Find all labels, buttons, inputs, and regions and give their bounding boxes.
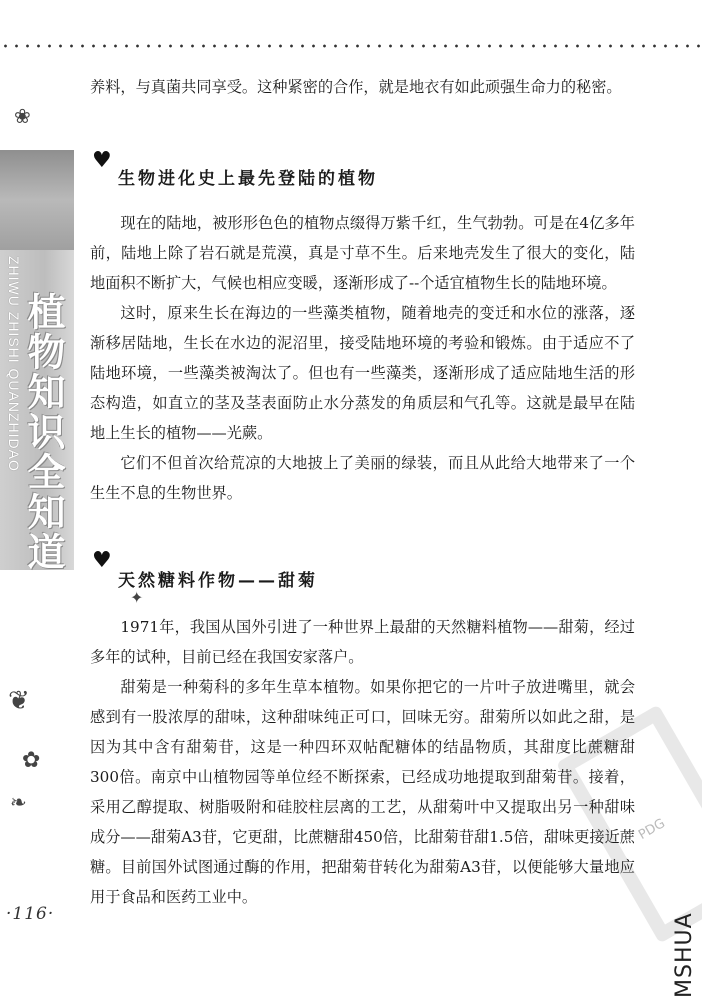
paragraph: 它们不但首次给荒凉的大地披上了美丽的绿装，而且从此给大地带来了一个生生不息的生物世界。 xyxy=(90,454,635,502)
watermark-text: PDG xyxy=(636,816,668,843)
section2-body xyxy=(90,612,635,912)
intro-text xyxy=(90,72,635,102)
paragraph: 1971年，我国从国外引进了一种世界上最甜的天然糖料植物——甜菊，经过多年的试种，目前已经在我国安家落户。 xyxy=(90,618,635,666)
paragraph: 现在的陆地，被形形色色的植物点缀得万紫千红，生气勃勃。可是在4亿多年前，陆地上除了岩石就是荒漠，真是寸草不生。后来地壳发生了很大的变化，陆地面积不断扩大，气候也相应变暖，逐渐形成了--个适宜植物生长的陆地环境。 xyxy=(90,214,635,292)
heart-icon: ♥ xyxy=(92,548,112,573)
section1-body xyxy=(90,208,635,508)
corner-watermark: MSHUA xyxy=(672,912,697,998)
top-dotted-rule xyxy=(0,44,702,48)
page-number: ·116· xyxy=(6,904,55,924)
paragraph: 养料，与真菌共同享受。这种紧密的合作，就是地衣有如此顽强生命力的秘密。 xyxy=(90,78,622,96)
paragraph: 这时，原来生长在海边的一些藻类植物，随着地壳的变迁和水位的涨落，逐渐移居陆地，生长在水边的泥沼里，接受陆地环境的考验和锻炼。由于适应不了陆地环境，一些藻类被淘汰了。但也有一些藻类，逐渐形成了适应陆地生活的形态构造，如直立的茎及茎表面防止水分蒸发的角质层和气孔等。这就是最早在陆地上生长的植物——光蕨。 xyxy=(90,304,635,442)
paragraph: 甜菊是一种菊科的多年生草本植物。如果你把它的一片叶子放进嘴里，就会感到有一股浓厚的甜味，这种甜味纯正可口，回味无穷。甜菊所以如此之甜，是因为其中含有甜菊苷，这是一种四环双帖配糖体的结晶物质，其甜度比蔗糖甜300倍。南京中山植物园等单位经不断探索，已经成功地提取到甜菊苷。接着，采用乙醇提取、树脂吸附和硅胶柱层离的工艺，从甜菊叶中又提取出另一种甜味成分——甜菊A3苷，它更甜，比蔗糖甜450倍，比甜菊苷甜1.5倍，甜味更接近蔗糖。目前国外试图通过酶的作用，把甜菊苷转化为甜菊A3苷，以便能够大量地应用于食品和医药工业中。 xyxy=(90,678,635,906)
side-pinyin-title: ZHIWU ZHISHI QUANZHIDAO xyxy=(6,256,22,472)
footer-scan-text xyxy=(6,938,8,946)
side-book-title: 植物知识全知道 xyxy=(21,292,65,572)
leaf-ornament-icon: ✦ xyxy=(130,588,144,607)
floral-ornament-icon: ✿ xyxy=(22,748,41,773)
section-heading: 生物进化史上最先登陆的植物 xyxy=(118,169,378,189)
side-landscape-image xyxy=(0,150,74,250)
floral-ornament-icon: ❀ xyxy=(14,104,31,128)
heart-icon: ♥ xyxy=(92,148,112,173)
floral-ornament-icon: ❧ xyxy=(10,790,27,814)
section-heading: 天然糖料作物——甜菊 xyxy=(118,571,318,591)
floral-ornament-icon: ❦ xyxy=(8,686,30,716)
